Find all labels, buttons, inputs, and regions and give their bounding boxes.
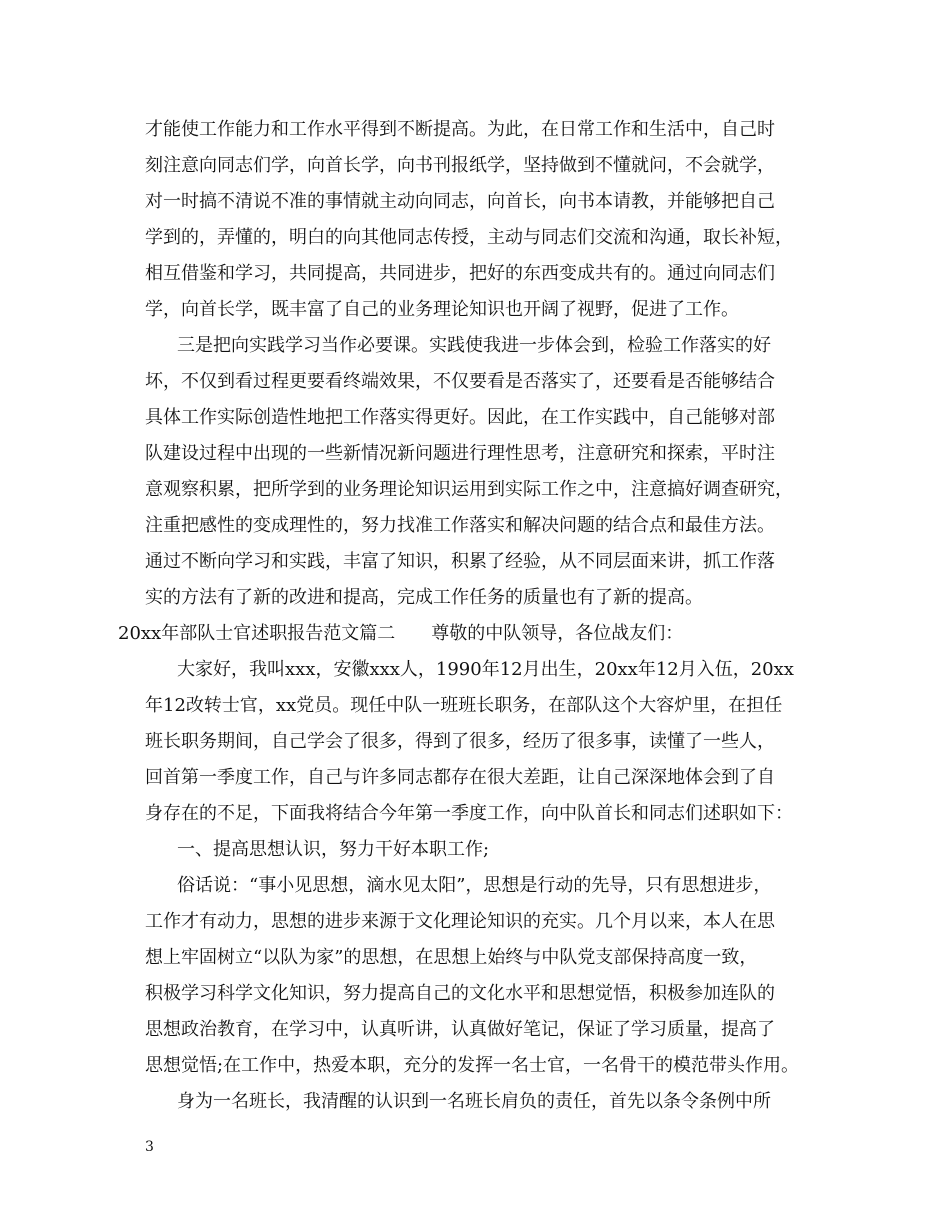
paragraph-line: 想上牢固树立“以队为家”的思想，在思想上始终与中队党支部保持高度一致， <box>145 947 758 968</box>
paragraph-line: 才能使工作能力和工作水平得到不断提高。为此，在日常工作和生活中，自己时 <box>145 119 775 140</box>
paragraph-line: 通过不断向学习和实践，丰富了知识，积累了经验，从不同层面来讲，抓工作落 <box>145 551 775 572</box>
paragraph-line: 对一时搞不清说不准的事情就主动向同志，向首长，向书本请教，并能够把自己 <box>145 191 775 212</box>
paragraph-line: 俗话说：“事小见思想，滴水见太阳”，思想是行动的先导，只有思想进步， <box>177 875 772 896</box>
paragraph-line: 班长职务期间，自己学会了很多，得到了很多，经历了很多事，读懂了一些人， <box>145 731 775 752</box>
paragraph-line: 身为一名班长，我清醒的认识到一名班长肩负的责任，首先以条令条例中所 <box>177 1091 771 1112</box>
paragraph-line: 意观察积累，把所学到的业务理论知识运用到实际工作之中，注意搞好调查研究， <box>145 479 793 500</box>
paragraph-line: 实的方法有了新的改进和提高，完成工作任务的质量也有了新的提高。 <box>145 587 703 608</box>
document-body <box>118 112 825 1120</box>
paragraph-line: 刻注意向同志们学，向首长学，向书刊报纸学，坚持做到不懂就问，不会就学， <box>145 155 775 176</box>
paragraph-line: 思想政治教育，在学习中，认真听讲，认真做好笔记，保证了学习质量，提高了 <box>145 1019 775 1040</box>
paragraph-line: 学，向首长学，既丰富了自己的业务理论知识也开阔了视野，促进了工作。 <box>145 299 739 320</box>
subheading-line: 一、提高思想认识，努力干好本职工作; <box>177 839 490 860</box>
paragraph-line: 积极学习科学文化知识，努力提高自己的文化水平和思想觉悟，积极参加连队的 <box>145 983 775 1004</box>
paragraph-line: 年12改转士官，xx党员。现任中队一班班长职务，在部队这个大容炉里，在担任 <box>145 695 783 716</box>
paragraph-line: 回首第一季度工作，自己与许多同志都存在很大差距，让自己深深地体会到了自 <box>145 767 775 788</box>
paragraph-line: 坏，不仅到看过程更要看终端效果，不仅要看是否落实了，还要看是否能够结合 <box>145 371 775 392</box>
paragraph-line: 三是把向实践学习当作必要课。实践使我进一步体会到，检验工作落实的好 <box>177 335 771 356</box>
paragraph-line: 身存在的不足，下面我将结合今年第一季度工作，向中队首长和同志们述职如下： <box>145 803 793 824</box>
paragraph-line: 注重把感性的变成理性的，努力找准工作落实和解决问题的结合点和最佳方法。 <box>145 515 775 536</box>
paragraph-line: 相互借鉴和学习，共同提高，共同进步，把好的东西变成共有的。通过向同志们 <box>145 263 775 284</box>
paragraph-line: 学到的，弄懂的，明白的向其他同志传授，主动与同志们交流和沟通，取长补短， <box>145 227 793 248</box>
page-number: 3 <box>145 1139 154 1155</box>
paragraph-line: 具体工作实际创造性地把工作落实得更好。因此，在工作实践中，自己能够对部 <box>145 407 775 428</box>
section-title: 20xx年部队士官述职报告范文篇二 <box>118 623 396 644</box>
paragraph-line: 工作才有动力，思想的进步来源于文化理论知识的充实。几个月以来，本人在思 <box>145 911 775 932</box>
section-heading <box>118 616 825 652</box>
paragraph-line: 队建设过程中出现的一些新情况新问题进行理性思考，注意研究和探索，平时注 <box>145 443 775 464</box>
paragraph-line: 大家好，我叫xxx，安徽xxx人，1990年12月出生，20xx年12月入伍，20xx <box>177 659 794 680</box>
paragraph-line: 思想觉悟;在工作中，热爱本职，充分的发挥一名士官，一名骨干的模范带头作用。 <box>145 1055 800 1076</box>
greeting: 尊敬的中队领导，各位战友们： <box>431 623 684 644</box>
